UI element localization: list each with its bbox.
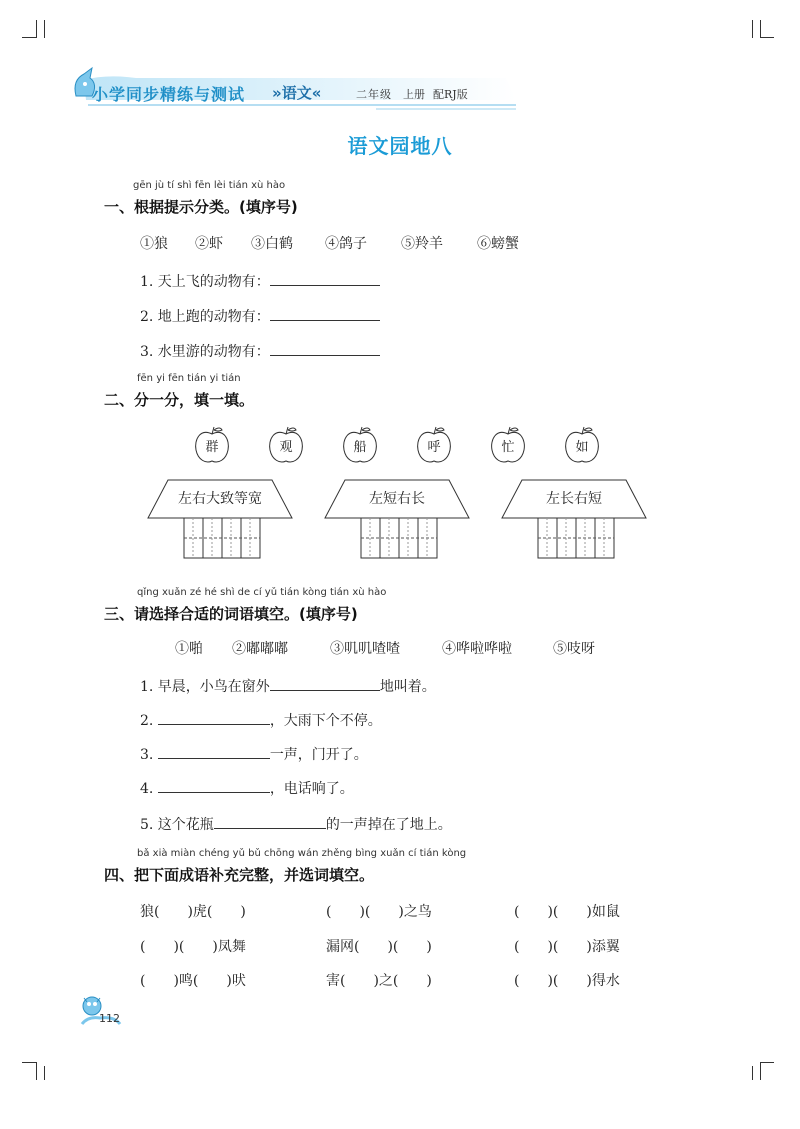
fill-question-5 — [140, 814, 452, 834]
apple-char: 群 — [205, 440, 219, 455]
apple-card — [562, 426, 602, 466]
idiom-blank[interactable]: 狼( )虎( ) — [140, 904, 246, 920]
answer-blank[interactable] — [270, 676, 380, 691]
house-label: 左长右短 — [546, 491, 602, 507]
option: ①狼 — [140, 236, 168, 252]
question-text: 一声，门开了。 — [269, 747, 368, 763]
idiom-blank[interactable]: 漏网( )( ) — [326, 939, 432, 955]
section1-pinyin: gēn jù tí shì fēn lèi tián xù hào — [133, 180, 286, 191]
idiom-blank[interactable]: 害( )之( ) — [326, 973, 432, 989]
option: ⑤吱呀 — [553, 641, 595, 657]
option: ②虾 — [195, 236, 223, 252]
answer-blank[interactable] — [270, 271, 380, 286]
question-text: 2. — [140, 713, 154, 729]
idiom-blank[interactable]: ( )鸣( )吠 — [140, 973, 246, 989]
question-text: 1. 天上飞的动物有： — [140, 274, 270, 290]
crop-mark-bottom-left — [22, 1062, 40, 1080]
apple-card — [488, 426, 528, 466]
apple-char: 忙 — [501, 440, 515, 455]
term-label: 上册 — [403, 88, 425, 101]
apple-char: 如 — [575, 440, 589, 455]
section3-title: 三、请选择合适的词语填空。(填序号) — [104, 605, 358, 623]
question-2 — [140, 306, 380, 326]
question-text: ，电话响了。 — [269, 781, 354, 797]
question-3 — [140, 341, 380, 361]
fill-question-2 — [140, 710, 382, 730]
house-left-right-equal — [146, 478, 294, 558]
apple-card — [266, 426, 306, 466]
apple-card — [192, 426, 232, 466]
crop-mark-bottom-right — [748, 1062, 766, 1080]
apple-card — [414, 426, 454, 466]
crop-mark-top-right — [748, 20, 766, 38]
question-1 — [140, 271, 380, 291]
house-label: 左右大致等宽 — [178, 491, 262, 507]
answer-blank[interactable] — [158, 744, 270, 759]
question-text: 3. 水里游的动物有： — [140, 344, 270, 360]
section4-title: 四、把下面成语补充完整，并选词填空。 — [104, 866, 375, 884]
idiom-blank[interactable]: ( )( )得水 — [514, 973, 620, 989]
section2-title: 二、分一分，填一填。 — [104, 391, 255, 409]
house-left-long-right-short — [500, 478, 648, 558]
option: ④哗啦哗啦 — [442, 641, 512, 657]
question-text: 的一声掉在了地上。 — [325, 817, 452, 833]
fill-question-3 — [140, 744, 368, 764]
page-title: 语文园地八 — [347, 134, 453, 158]
option: ⑤羚羊 — [401, 236, 443, 252]
idiom-blank[interactable]: ( )( )之鸟 — [326, 904, 432, 920]
answer-blank[interactable] — [270, 306, 380, 321]
grade-label: 二年级 — [356, 88, 392, 101]
answer-blank[interactable] — [158, 778, 270, 793]
apple-char: 船 — [353, 440, 367, 455]
page-number: 112 — [99, 1012, 120, 1025]
section1-title: 一、根据提示分类。(填序号) — [104, 198, 298, 216]
question-text: 3. — [140, 747, 154, 763]
fill-question-1 — [140, 676, 436, 696]
question-text: 地叫着。 — [379, 679, 436, 695]
option: ④鸽子 — [325, 236, 367, 252]
idiom-blank[interactable]: ( )( )如鼠 — [514, 904, 620, 920]
answer-blank[interactable] — [158, 710, 270, 725]
house-left-short-right-long — [323, 478, 471, 558]
section2-pinyin: fēn yi fēn tián yi tián — [137, 373, 241, 384]
question-text: 5. 这个花瓶 — [140, 817, 214, 833]
option: ②嘟嘟嘟 — [232, 641, 288, 657]
crop-mark-top-left — [22, 20, 40, 38]
house-label: 左短右长 — [369, 491, 425, 507]
idiom-blank[interactable]: ( )( )添翼 — [514, 939, 620, 955]
subject-label: »语文« — [272, 84, 322, 102]
apple-char: 观 — [279, 440, 293, 455]
option: ⑥螃蟹 — [477, 236, 519, 252]
apple-card — [340, 426, 380, 466]
apple-char: 呼 — [427, 440, 441, 455]
series-title: 小学同步精练与测试 — [92, 85, 246, 104]
edition-label: 配RJ版 — [433, 88, 468, 101]
fill-question-4 — [140, 778, 354, 798]
answer-blank[interactable] — [270, 341, 380, 356]
question-text: ，大雨下个不停。 — [269, 713, 382, 729]
section4-pinyin: bǎ xià miàn chéng yǔ bǔ chōng wán zhěng bìng xuǎn cí tián kòng — [137, 848, 467, 859]
idiom-blank[interactable]: ( )( )凤舞 — [140, 939, 246, 955]
question-text: 2. 地上跑的动物有： — [140, 309, 270, 325]
answer-blank[interactable] — [214, 814, 326, 829]
question-text: 1. 早晨，小鸟在窗外 — [140, 679, 270, 695]
option: ③白鹤 — [251, 236, 293, 252]
option: ③叽叽喳喳 — [330, 641, 400, 657]
section3-pinyin: qǐng xuǎn zé hé shì de cí yǔ tián kòng tián xù hào — [137, 587, 387, 598]
question-text: 4. — [140, 781, 154, 797]
option: ①啪 — [175, 641, 203, 657]
